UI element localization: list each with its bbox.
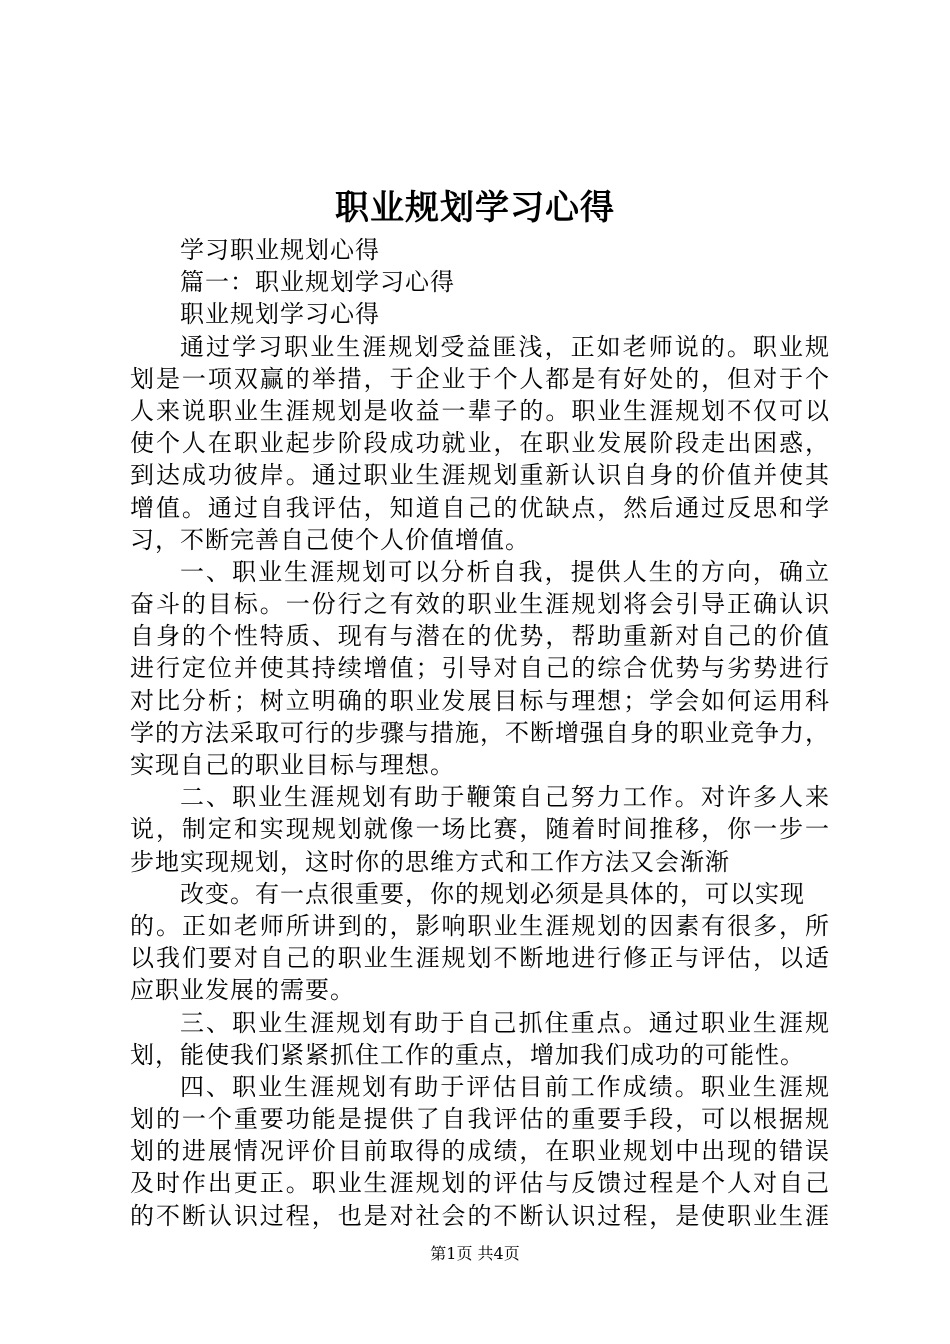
document-title: 职业规划学习心得: [335, 188, 615, 228]
body-line: 通过学习职业生涯规划受益匪浅，正如老师说的。职业规: [180, 332, 830, 361]
body-line: 及时作出更正。职业生涯规划的评估与反馈过程是个人对自己: [130, 1169, 830, 1198]
body-line: 到达成功彼岸。通过职业生涯规划重新认识自身的价值并使其: [130, 461, 830, 490]
body-line: 划的一个重要功能是提供了自我评估的重要手段，可以根据规: [130, 1105, 830, 1134]
body-line: 实现自己的职业目标与理想。: [130, 751, 455, 779]
body-line: 增值。通过自我评估，知道自己的优缺点，然后通过反思和学: [130, 493, 830, 522]
body-line: 学的方法采取可行的步骤与措施，不断增强自身的职业竞争力，: [130, 718, 830, 747]
body-line: 一、职业生涯规划可以分析自我，提供人生的方向，确立: [180, 557, 830, 586]
body-line: 应职业发展的需要。: [130, 976, 355, 1005]
body-line: 二、职业生涯规划有助于鞭策自己努力工作。对许多人来: [180, 783, 830, 812]
body-line: 奋斗的目标。一份行之有效的职业生涯规划将会引导正确认识: [130, 590, 830, 619]
body-line: 以我们要对自己的职业生涯规划不断地进行修正与评估，以适: [130, 944, 830, 973]
body-line: 对比分析；树立明确的职业发展目标与理想；学会如何运用科: [130, 686, 830, 715]
body-line: 划，能使我们紧紧抓住工作的重点，增加我们成功的可能性。: [130, 1040, 805, 1069]
body-line: 使个人在职业起步阶段成功就业，在职业发展阶段走出困惑，: [130, 429, 830, 458]
body-line: 学习职业规划心得: [180, 236, 380, 264]
body-line: 的不断认识过程，也是对社会的不断认识过程，是使职业生涯: [130, 1201, 830, 1230]
body-line: 划是一项双赢的举措，于企业于个人都是有好处的，但对于个: [130, 364, 830, 393]
body-line: 自身的个性特质、现有与潜在的优势，帮助重新对自己的价值: [130, 622, 830, 651]
body-line: 四、职业生涯规划有助于评估目前工作成绩。职业生涯规: [180, 1072, 830, 1101]
body-line: 进行定位并使其持续增值；引导对自己的综合优势与劣势进行: [130, 654, 830, 683]
body-line: 改变。有一点很重要，你的规划必须是具体的，可以实现: [180, 879, 805, 908]
body-line: 三、职业生涯规划有助于自己抓住重点。通过职业生涯规: [180, 1008, 830, 1037]
body-line: 篇一：职业规划学习心得: [180, 268, 455, 297]
body-line: 说，制定和实现规划就像一场比赛，随着时间推移，你一步一: [130, 815, 830, 844]
document-body: [130, 234, 830, 1232]
body-line: 职业规划学习心得: [180, 300, 380, 329]
page-footer: 第1页 共4页: [430, 1244, 520, 1263]
body-line: 人来说职业生涯规划是收益一辈子的。职业生涯规划不仅可以: [130, 396, 830, 425]
body-line: 的。正如老师所讲到的，影响职业生涯规划的因素有很多，所: [130, 911, 830, 940]
body-line: 划的进展情况评价目前取得的成绩，在职业规划中出现的错误: [130, 1137, 830, 1166]
body-line: 习，不断完善自己使个人价值增值。: [130, 525, 530, 554]
body-line: 步地实现规划，这时你的思维方式和工作方法又会渐渐: [130, 847, 730, 876]
